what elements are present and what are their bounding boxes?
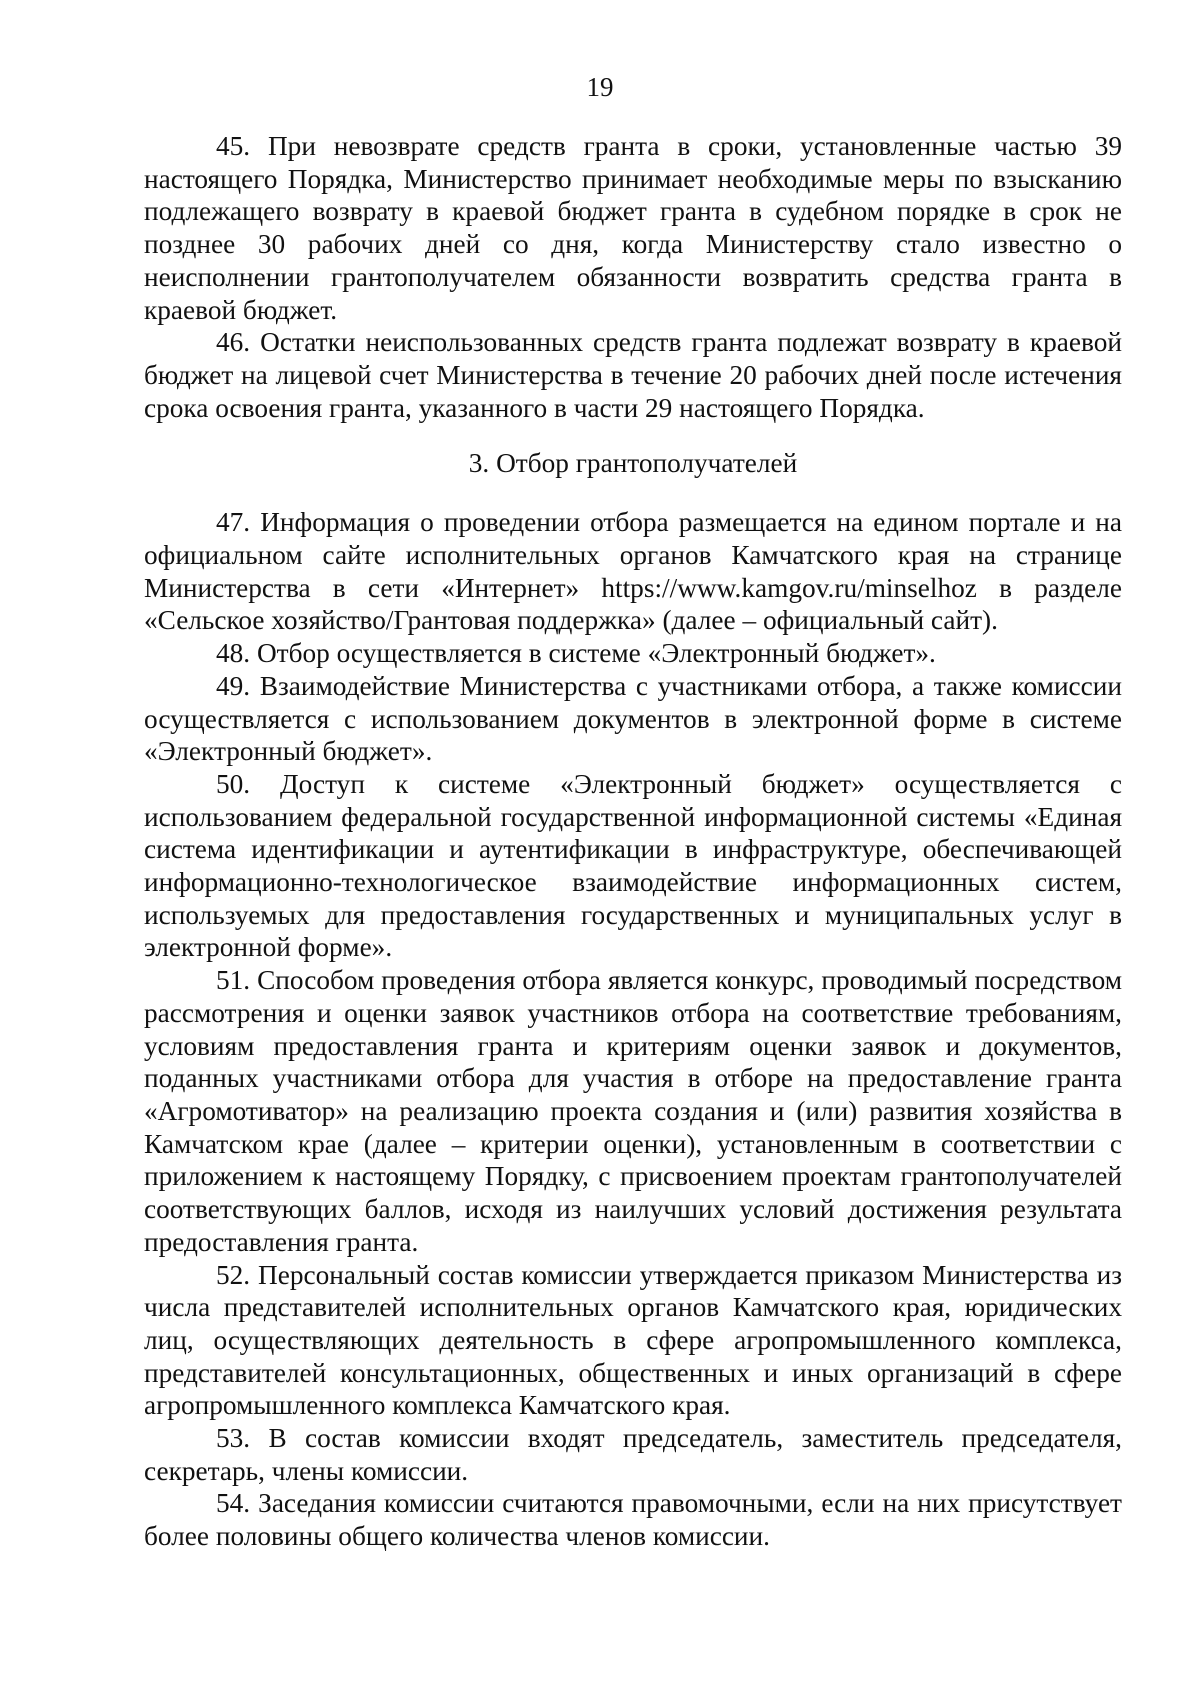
paragraph-48 <box>144 637 1122 670</box>
paragraph-50 <box>144 768 1122 964</box>
section-heading: 3. Отбор грантополучателей <box>468 448 798 479</box>
paragraph-number: 54. <box>216 1488 251 1519</box>
paragraph-text: Заседания комиссии считаются правомочными, если на них присутствует более половины общего количества членов комиссии. <box>144 1488 1122 1552</box>
paragraph-46 <box>144 326 1122 424</box>
paragraph-text: Информация о проведении отбора размещается на едином портале и на официальном сайте исполнительных органов Камчатского края на странице Министерства в сети «Интернет» https://www.kamgov.ru/minselhoz в разделе «Сельское хозяйство/Грантовая поддержка» (далее – официальный сайт). <box>144 507 1123 636</box>
paragraph-text: Отбор осуществляется в системе «Электронный бюджет». <box>256 638 936 669</box>
paragraph-text: Персональный состав комиссии утверждается приказом Министерства из числа представителей исполнительных органов Камчатского края, юридических лиц, осуществляющих деятельность в сфере агропромышленного комплекса, представителей консультационных, общественных и иных организаций в сфере агропромышленного комплекса Камчатского края. <box>144 1259 1123 1421</box>
paragraph-number: 48. <box>216 638 251 669</box>
paragraph-text: При невозврате средств гранта в сроки, установленные частью 39 настоящего Порядка, Министерство принимает необходимые меры по взысканию подлежащего возврату в краевой бюджет гранта в судебном порядке в срок не позднее 30 рабочих дней со дня, когда Министерству стало известно о неисполнении грантополучателем обязанности возвратить средства гранта в краевой бюджет. <box>144 131 1122 325</box>
paragraph-number: 45. <box>216 131 251 161</box>
paragraph-text: Остатки неиспользованных средств гранта подлежат возврату в краевой бюджет на лицевой счет Министерства в течение 20 рабочих дней после истечения срока освоения гранта, указанного в части 29 настоящего Порядка. <box>144 327 1122 423</box>
paragraph-number: 49. <box>216 670 251 701</box>
paragraph-number: 50. <box>216 768 251 799</box>
paragraph-53 <box>144 1422 1122 1487</box>
paragraph-49 <box>144 670 1122 768</box>
paragraph-number: 47. <box>216 507 251 538</box>
paragraph-51 <box>144 964 1122 1258</box>
paragraph-47 <box>144 506 1122 637</box>
paragraph-52 <box>144 1259 1122 1423</box>
document-body <box>144 130 1122 1553</box>
paragraph-number: 53. <box>216 1423 251 1454</box>
paragraph-number: 51. <box>216 965 251 996</box>
paragraph-54 <box>144 1487 1122 1552</box>
page-number: 19 <box>586 72 614 102</box>
paragraph-text: Взаимодействие Министерства с участниками отбора, а также комиссии осуществляется с использованием документов в электронной форме в системе «Электронный бюджет». <box>144 670 1123 767</box>
paragraphs-before <box>144 130 1122 424</box>
paragraph-number: 52. <box>216 1259 251 1290</box>
paragraph-number: 46. <box>216 327 251 358</box>
paragraph-text: В состав комиссии входят председатель, заместитель председателя, секретарь, члены комиссии. <box>144 1423 1122 1486</box>
paragraph-text: Доступ к системе «Электронный бюджет» осуществляется с использованием федеральной государственной информационной системы «Единая система идентификации и аутентификации в инфраструктуре, обеспечивающей информационно-технологическое взаимодействие информационных систем, используемых для предоставления государственных и муниципальных услуг в электронной форме». <box>144 768 1122 963</box>
paragraph-45 <box>144 130 1122 326</box>
paragraph-text: Способом проведения отбора является конкурс, проводимый посредством рассмотрения и оценки заявок участников отбора на соответствие требованиям, условиям предоставления гранта и критериям оценки заявок и документов, поданных участниками отбора для участия в отборе на предоставление гранта «Агромотиватор» на реализацию проекта создания и (или) развития хозяйства в Камчатском крае (далее – критерии оценки), установленным в соответствии с приложением к настоящему Порядку, с присвоением проектам грантополучателей соответствующих баллов, исходя из наилучших условий достижения результата предоставления гранта. <box>144 965 1122 1257</box>
paragraphs-after <box>144 506 1122 1553</box>
